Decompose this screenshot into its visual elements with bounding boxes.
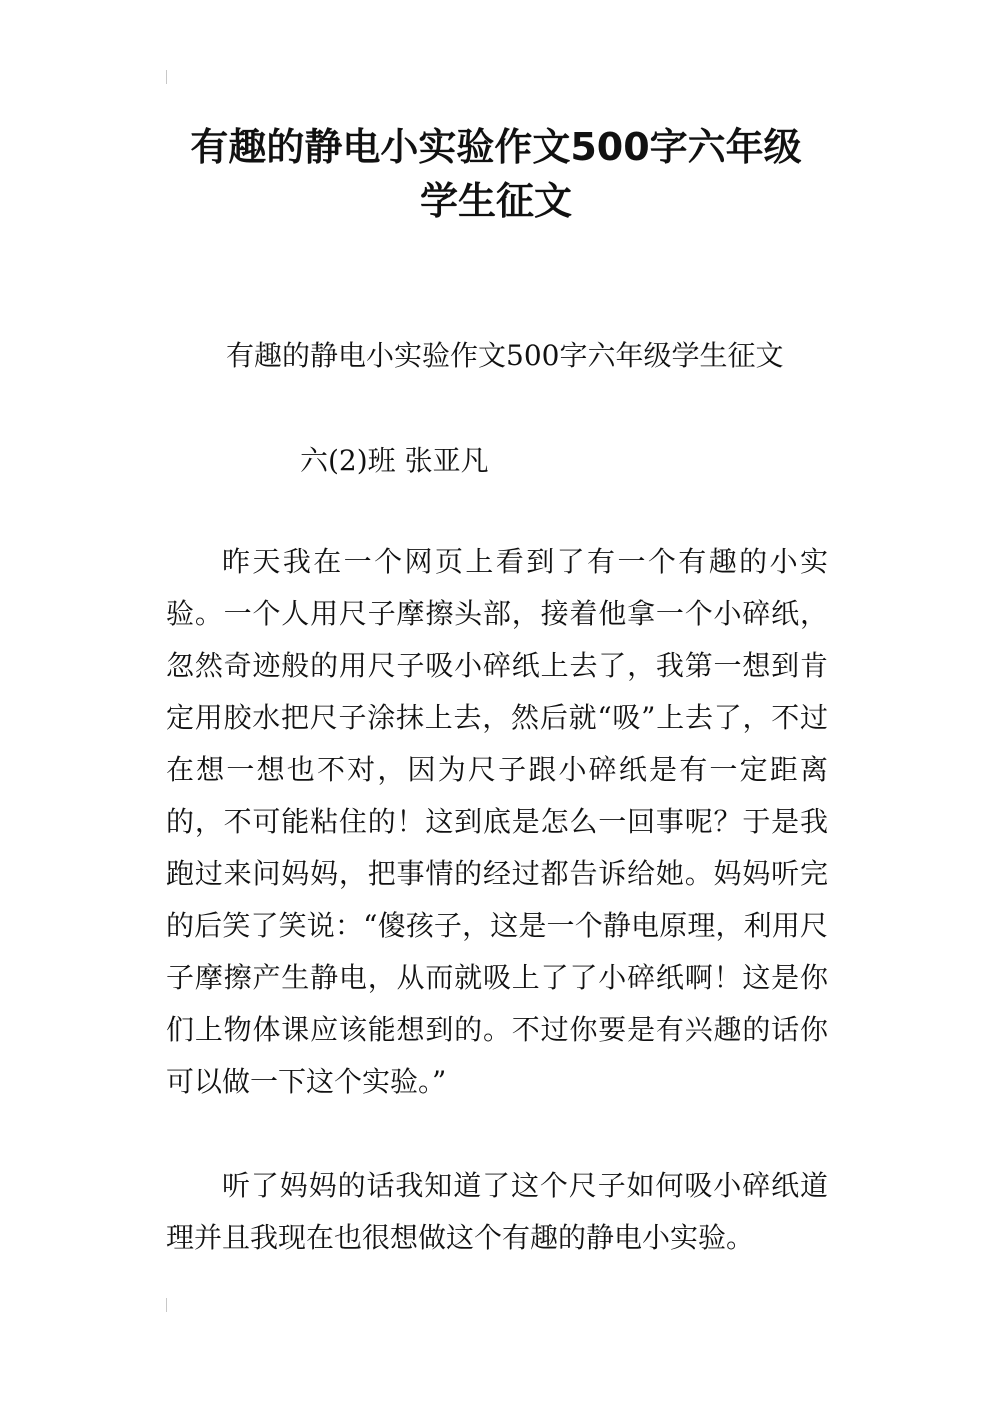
document-title-line-1: 有趣的静电小实验作文500字六年级 (190, 125, 802, 169)
document-subtitle: 有趣的静电小实验作文500字六年级学生征文 (226, 339, 784, 372)
paragraph-2: 听了妈妈的话我知道了这个尺子如何吸小碎纸道理并且我现在也很想做这个有趣的静电小实验。 (166, 1169, 828, 1254)
document-title-line-2: 学生征文 (419, 179, 572, 223)
page-corner-mark-top (166, 70, 167, 84)
page-corner-mark-bottom (166, 1298, 167, 1312)
author-byline: 六(2)班 张亚凡 (300, 444, 489, 477)
document-title (120, 120, 872, 228)
paragraph-1: 昨天我在一个网页上看到了有一个有趣的小实验。一个人用尺子摩擦头部，接着他拿一个小碎纸，忽然奇迹般的用尺子吸小碎纸上去了，我第一想到肯定用胶水把尺子涂抹上去，然后就“吸”上去了，不过在想一想也不对，因为尺子跟小碎纸是有一定距离的，不可能粘住的！这到底是怎么一回事呢？于是我跑过来问妈妈，把事情的经过都告诉给她。妈妈听完的后笑了笑说：“傻孩子，这是一个静电原理，利用尺子摩擦产生静电，从而就吸上了了小碎纸啊！这是你们上物体课应该能想到的。不过你要是有兴趣的话你可以做一下这个实验。” (166, 545, 828, 1098)
